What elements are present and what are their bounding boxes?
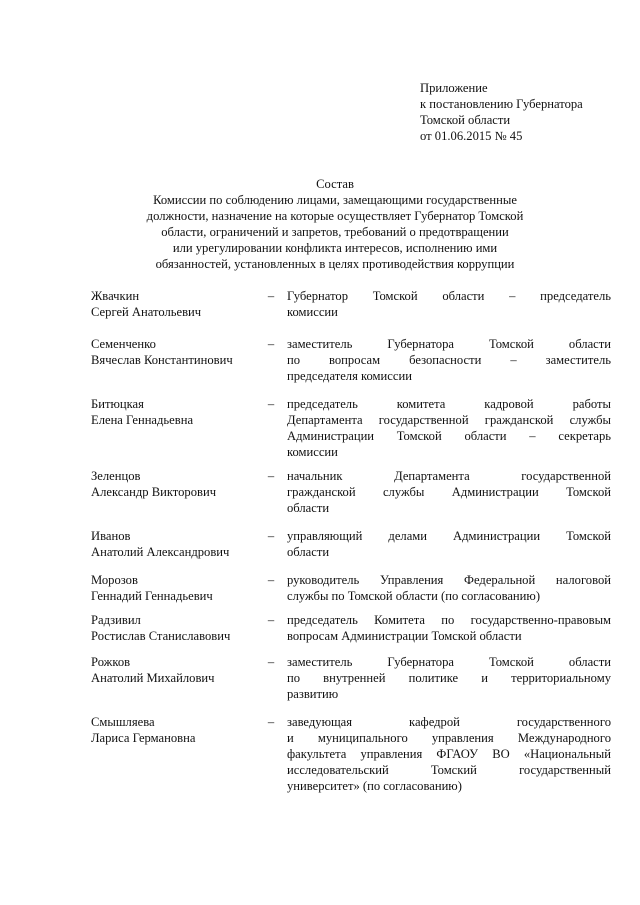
- member-surname: Смышляева: [91, 715, 155, 729]
- heading-line: Комиссии по соблюдению лицами, замещающими государственные: [153, 193, 517, 207]
- role-line: развитию: [287, 687, 339, 701]
- member-given-name: Елена Геннадьевна: [91, 413, 194, 427]
- heading-line: или урегулировании конфликта интересов, исполнению ими: [172, 241, 498, 255]
- role-line: комиссии: [287, 445, 338, 459]
- member-name: [91, 288, 271, 320]
- role-line: исследовательский Томский государственный: [287, 763, 611, 777]
- role-line: Губернатор Томской области – председатель: [287, 289, 611, 303]
- role-line: комиссии: [287, 305, 338, 319]
- member-given-name: Вячеслав Константинович: [91, 353, 233, 367]
- role-line: университет» (по согласованию): [287, 779, 462, 793]
- member-role: [287, 572, 611, 604]
- document-title: Состав: [316, 177, 354, 191]
- member-role: [287, 612, 611, 644]
- role-line: по внутренней политике и территориальному: [287, 671, 611, 685]
- member-role: [287, 396, 611, 460]
- member-dash: –: [267, 469, 275, 483]
- role-line: председателя комиссии: [287, 369, 412, 383]
- member-dash: –: [267, 655, 275, 669]
- member-surname: Битюцкая: [91, 397, 144, 411]
- heading-line: области, ограничений и запретов, требований о предотвращении: [161, 225, 509, 239]
- member-name: [91, 528, 271, 560]
- member-dash: –: [267, 613, 275, 627]
- member-name: [91, 612, 271, 644]
- member-dash: –: [267, 715, 275, 729]
- document-heading: [110, 176, 560, 272]
- role-line: Департамента государственной гражданской службы: [287, 413, 611, 427]
- role-line: начальник Департамента государственной: [287, 469, 611, 483]
- member-dash: –: [267, 289, 275, 303]
- member-role: [287, 288, 611, 320]
- heading-line: обязанностей, установленных в целях противодействия коррупции: [155, 257, 515, 271]
- role-line: факультета управления ФГАОУ ВО «Национальный: [287, 747, 611, 761]
- member-name: [91, 336, 271, 368]
- member-name: [91, 468, 271, 500]
- member-role: [287, 528, 611, 560]
- member-role: [287, 336, 611, 384]
- role-line: вопросам Администрации Томской области: [287, 629, 522, 643]
- member-given-name: Ростислав Станиславович: [91, 629, 231, 643]
- role-line: председатель комитета кадровой работы: [287, 397, 611, 411]
- member-name: [91, 654, 271, 686]
- role-line: заведующая кафедрой государственного: [287, 715, 611, 729]
- member-given-name: Анатолий Александрович: [91, 545, 230, 559]
- role-line: управляющий делами Администрации Томской: [287, 529, 611, 543]
- member-role: [287, 654, 611, 702]
- member-dash: –: [267, 529, 275, 543]
- member-given-name: Лариса Германовна: [91, 731, 196, 745]
- member-given-name: Геннадий Геннадьевич: [91, 589, 213, 603]
- member-name: [91, 714, 271, 746]
- member-given-name: Сергей Анатольевич: [91, 305, 202, 319]
- role-line: заместитель Губернатора Томской области: [287, 337, 611, 351]
- member-surname: Семенченко: [91, 337, 156, 351]
- member-dash: –: [267, 337, 275, 351]
- role-line: руководитель Управления Федеральной налоговой: [287, 573, 611, 587]
- member-name: [91, 572, 271, 604]
- appendix-block: [420, 80, 630, 144]
- member-dash: –: [267, 573, 275, 587]
- member-given-name: Анатолий Михайлович: [91, 671, 215, 685]
- heading-line: должности, назначение на которые осуществляет Губернатор Томской: [146, 209, 524, 223]
- role-line: по вопросам безопасности – заместитель: [287, 353, 611, 367]
- appendix-line: к постановлению Губернатора: [420, 97, 583, 111]
- role-line: службы по Томской области (по согласованию): [287, 589, 541, 603]
- member-surname: Морозов: [91, 573, 138, 587]
- role-line: и муниципального управления Международного: [287, 731, 611, 745]
- role-line: гражданской службы Администрации Томской: [287, 485, 611, 499]
- member-role: [287, 468, 611, 516]
- role-line: заместитель Губернатора Томской области: [287, 655, 611, 669]
- appendix-line: Томской области: [420, 113, 511, 127]
- member-surname: Радзивил: [91, 613, 141, 627]
- member-surname: Иванов: [91, 529, 131, 543]
- member-surname: Жвачкин: [91, 289, 140, 303]
- member-surname: Зеленцов: [91, 469, 141, 483]
- member-given-name: Александр Викторович: [91, 485, 217, 499]
- member-surname: Рожков: [91, 655, 131, 669]
- role-line: области: [287, 501, 330, 515]
- role-line: Администрации Томской области – секретарь: [287, 429, 611, 443]
- appendix-line: от 01.06.2015 № 45: [420, 129, 523, 143]
- role-line: области: [287, 545, 330, 559]
- appendix-line: Приложение: [420, 81, 488, 95]
- role-line: председатель Комитета по государственно-правовым: [287, 613, 611, 627]
- member-role: [287, 714, 611, 794]
- member-name: [91, 396, 271, 428]
- member-dash: –: [267, 397, 275, 411]
